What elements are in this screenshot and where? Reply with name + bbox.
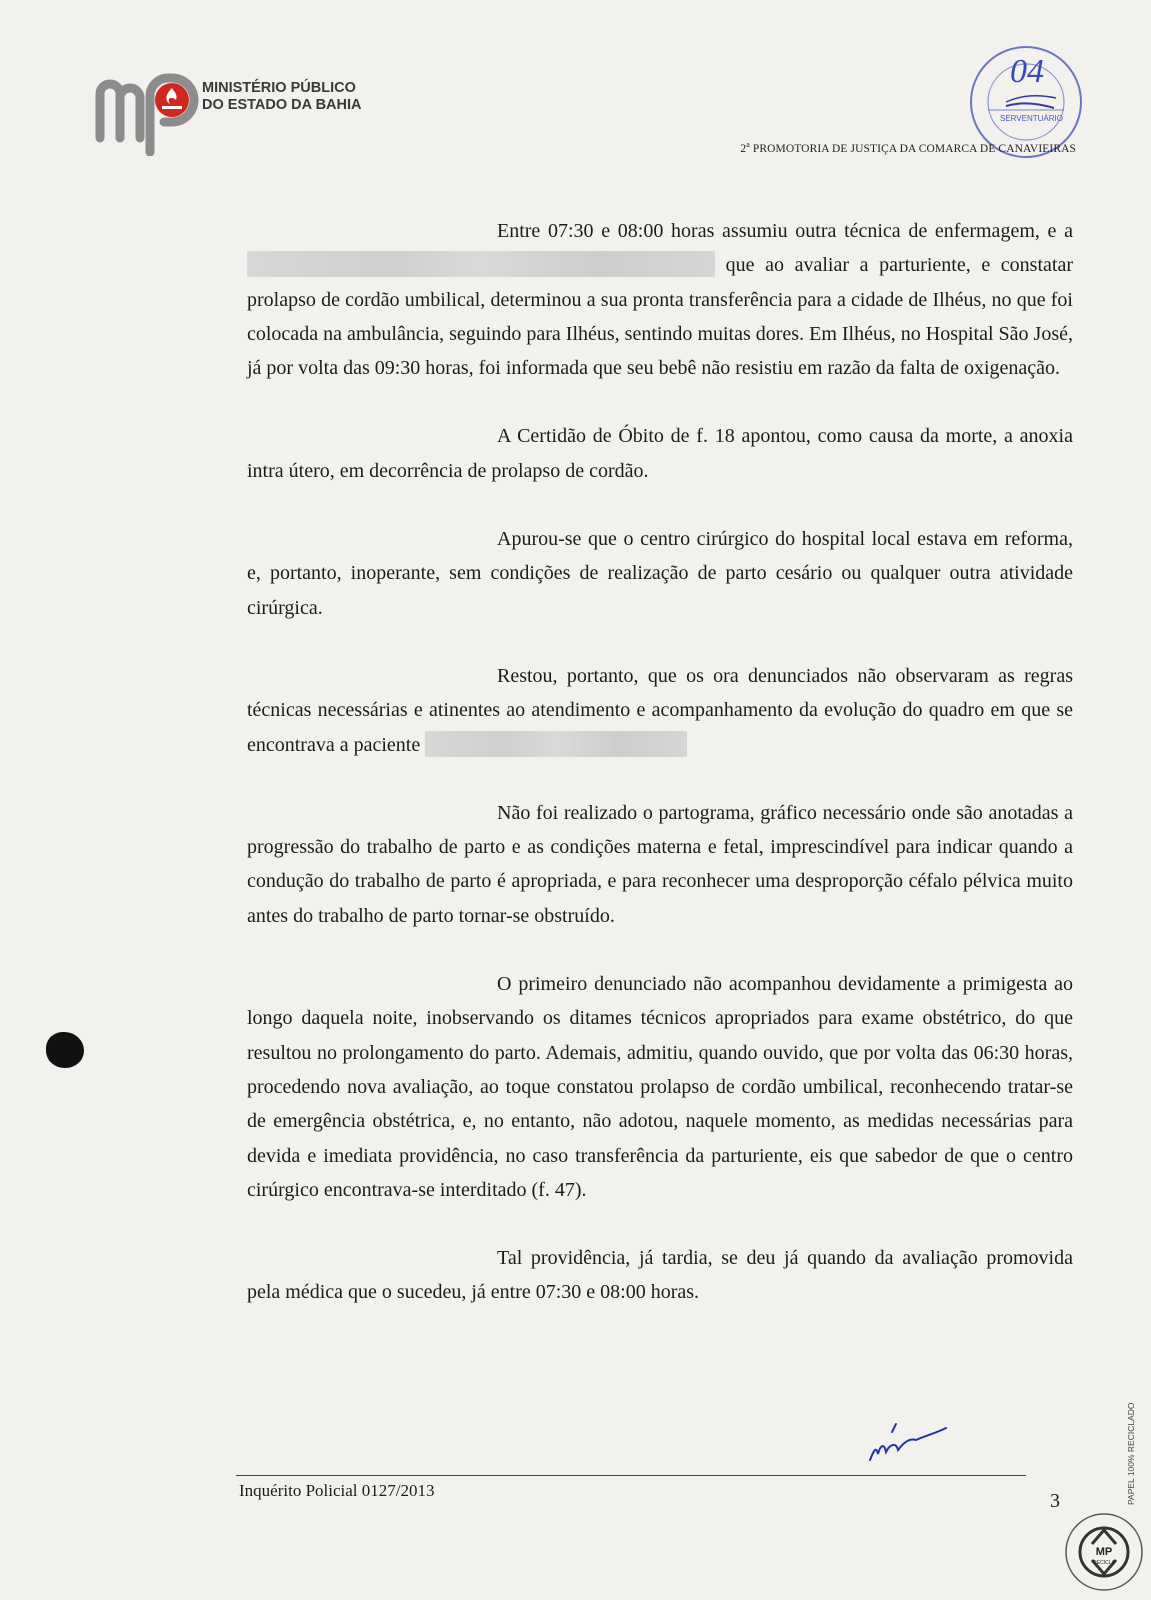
paragraph-1-end: que ao avaliar a parturiente, e constatar prolapso de cordão umbilical, determinou a sua pronta transferência para a cidade de Ilhéus, no que foi colocada na ambulância, seguindo para Ilhéus, sentindo muitas dores. Em Ilhéus, no Hospital São José, já por volta das 09:30 horas, foi informada que seu bebê não resistiu em razão da falta de oxigenação. bbox=[247, 254, 1073, 380]
promotoria-ordinal-sup: a bbox=[746, 140, 750, 149]
mp-logo-icon bbox=[92, 68, 204, 156]
promotoria-ordinal: 2 bbox=[740, 142, 747, 155]
footer-reference: Inquérito Policial 0127/2013 bbox=[239, 1481, 435, 1500]
document-body bbox=[247, 214, 1073, 1344]
paragraph-4-text: Restou, portanto, que os ora denunciados não observaram as regras técnicas necessárias e atinentes ao atendimento e acompanhamento da evolução do quadro em que se encontrava a paciente bbox=[247, 664, 1073, 756]
stamp-number: 04 bbox=[1010, 53, 1044, 90]
paragraph-5: Não foi realizado o partograma, gráfico necessário onde são anotadas a progressão do trabalho de parto e as condições materna e fetal, imprescindível para indicar quando a condução do trabalho de parto é apropriada, e para reconhecer uma desproporção céfalo pélvica muito antes do trabalho de parto tornar-se obstruído. bbox=[247, 801, 1073, 927]
org-name bbox=[202, 80, 362, 114]
redacted-name bbox=[247, 251, 715, 277]
footer-divider bbox=[236, 1475, 1026, 1476]
redacted-patient-name bbox=[425, 731, 687, 757]
recycled-paper-note: PAPEL 100% RECICLADO bbox=[1126, 1402, 1136, 1505]
page-number: 3 bbox=[1050, 1490, 1060, 1512]
ink-smudge bbox=[46, 1032, 84, 1068]
paragraph-1-start: Entre 07:30 e 08:00 horas assumiu outra técnica de enfermagem, e a bbox=[497, 220, 1073, 242]
promotoria-text: PROMOTORIA DE JUSTIÇA DA COMARCA DE CANAVIEIRAS bbox=[752, 142, 1076, 155]
paragraph-1 bbox=[247, 214, 1073, 385]
org-name-line1: MINISTÉRIO PÚBLICO bbox=[202, 80, 356, 96]
promotoria-heading bbox=[740, 140, 1076, 155]
org-name-line2: DO ESTADO DA BAHIA bbox=[202, 97, 362, 113]
paragraph-6: O primeiro denunciado não acompanhou devidamente a primigesta ao longo daquela noite, inobservando os ditames técnicos apropriados para exame obstétrico, do que resultou no prolongamento do parto. Ademais, admitiu, quando ouvido, que por volta das 06:30 horas, procedendo nova avaliação, ao toque constatou prolapso de cordão umbilical, reconhecendo tratar-se de emergência obstétrica, e, no entanto, não adotou, naquele momento, as medidas necessárias para devida e imediata providência, no caso transferência da parturiente, eis que sabedor de que o centro cirúrgico encontrava-se interditado (f. 47). bbox=[247, 973, 1073, 1201]
recycle-seal-icon bbox=[1062, 1510, 1146, 1594]
paragraph-3: Apurou-se que o centro cirúrgico do hospital local estava em reforma, e, portanto, inoperante, sem condições de realização de parto cesário ou qualquer outra atividade cirúrgica. bbox=[247, 528, 1073, 619]
paragraph-7: Tal providência, já tardia, se deu já quando da avaliação promovida pela médica que o sucedeu, já entre 07:30 e 08:00 horas. bbox=[247, 1247, 1073, 1304]
paragraph-2: A Certidão de Óbito de f. 18 apontou, como causa da morte, a anoxia intra útero, em decorrência de prolapso de cordão. bbox=[247, 425, 1073, 482]
seal-center-text: MP bbox=[1095, 1546, 1113, 1558]
handwritten-signature-icon bbox=[866, 1416, 958, 1470]
seal-sub-text: RECICLA bbox=[1093, 1560, 1115, 1566]
stamp-label: SERVENTUÁRIO bbox=[1000, 114, 1063, 123]
paragraph-4 bbox=[247, 659, 1073, 762]
